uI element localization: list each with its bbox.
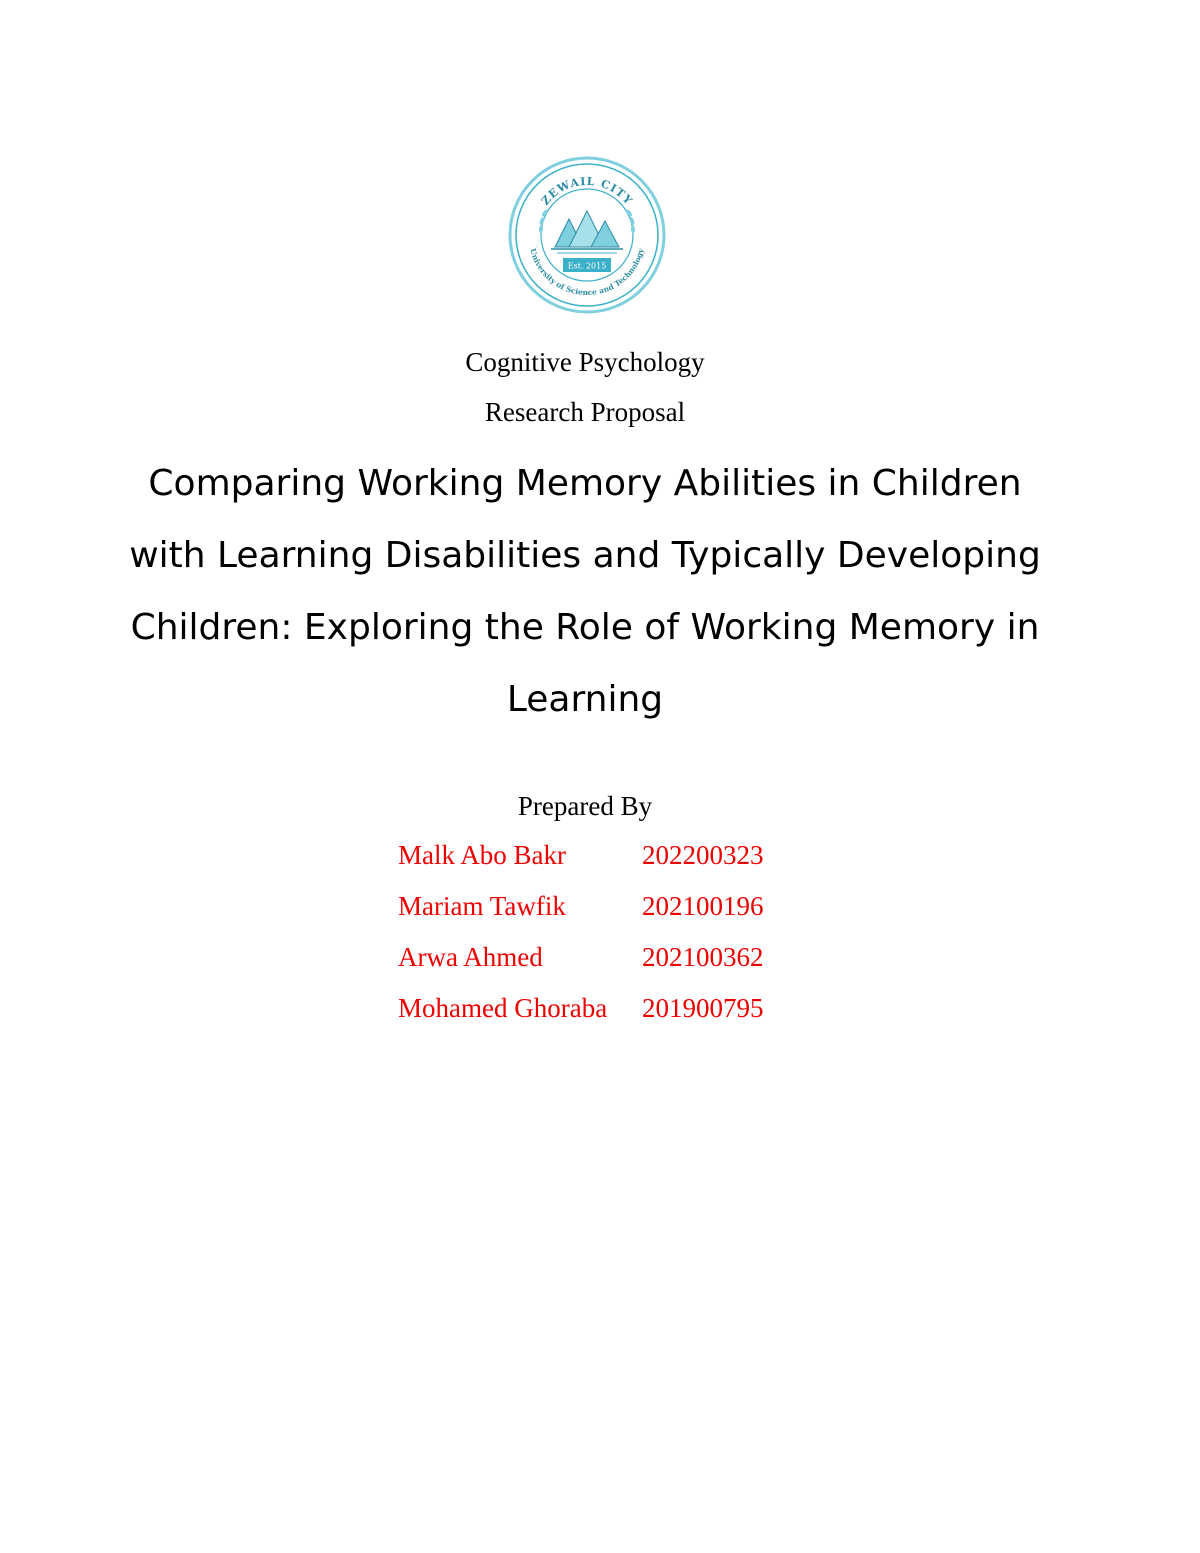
mountains-icon (551, 211, 623, 253)
title-line: Comparing Working Memory Abilities in Children (148, 463, 1022, 504)
title-line: Learning (506, 679, 664, 720)
author-id: 201900795 (642, 993, 764, 1023)
author-id: 202200323 (642, 840, 764, 870)
zewail-city-seal-icon (507, 155, 667, 315)
author-list (398, 840, 818, 1044)
author-name: Mariam Tawfik (398, 891, 566, 921)
title-line: Children: Exploring the Role of Working Memory in (130, 607, 1040, 648)
author-id: 202100362 (642, 942, 764, 972)
author-name: Arwa Ahmed (398, 942, 543, 972)
svg-text:ZEWAIL CITY: ZEWAIL CITY (538, 174, 636, 208)
title-line: with Learning Disabilities and Typically Developing (129, 535, 1041, 576)
author-row (398, 942, 818, 993)
author-row (398, 840, 818, 891)
course-name: Cognitive Psychology (465, 347, 705, 377)
university-logo (507, 155, 667, 315)
svg-text:Est. 2015: Est. 2015 (567, 261, 607, 271)
prepared-by-label: Prepared By (517, 791, 653, 821)
proposal-title (100, 448, 1070, 736)
author-name: Malk Abo Bakr (398, 840, 566, 870)
svg-text:University of Science and Tech: University of Science and Technology (528, 247, 646, 298)
author-id: 202100196 (642, 891, 764, 921)
author-row (398, 891, 818, 942)
author-row (398, 993, 818, 1044)
author-name: Mohamed Ghoraba (398, 993, 608, 1023)
document-type: Research Proposal (484, 397, 686, 427)
